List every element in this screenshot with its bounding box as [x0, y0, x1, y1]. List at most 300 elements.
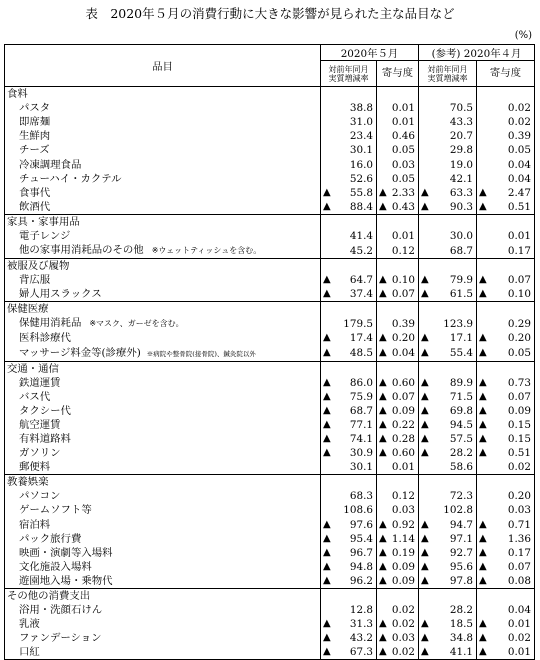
april-yoy-value: ▲ 94.7	[419, 518, 477, 532]
negative-marker: ▲	[421, 288, 429, 300]
may-yoy-value: 38.8	[321, 101, 377, 115]
item-label: 鉄道運賃	[19, 376, 61, 389]
may-contrib-value: ▲ 0.09	[377, 560, 419, 574]
table-row	[5, 574, 535, 589]
negative-marker: ▲	[421, 390, 429, 402]
april-yoy-value: 19.0	[419, 157, 477, 171]
header-april: (参考) 2020年４月	[419, 45, 535, 61]
april-yoy-value: ▲ 97.1	[419, 532, 477, 546]
april-contrib-value: ▲ 0.07	[477, 390, 535, 404]
negative-marker: ▲	[323, 632, 331, 644]
april-yoy-value: 30.0	[419, 229, 477, 243]
category-row	[5, 214, 535, 229]
negative-marker: ▲	[479, 288, 487, 300]
empty-cell	[419, 259, 477, 274]
negative-marker: ▲	[323, 390, 331, 402]
empty-cell	[321, 589, 377, 604]
item-label: チーズ	[19, 144, 50, 157]
negative-marker: ▲	[479, 404, 487, 416]
april-contrib-value: 0.01	[477, 229, 535, 243]
negative-marker: ▲	[479, 532, 487, 544]
april-yoy-value: ▲ 94.5	[419, 418, 477, 432]
negative-marker: ▲	[379, 376, 387, 388]
empty-cell	[477, 259, 535, 274]
table-row	[5, 172, 535, 186]
item-name	[5, 200, 321, 215]
april-yoy-value: ▲ 17.1	[419, 331, 477, 345]
april-yoy-value: 28.2	[419, 603, 477, 617]
item-label: パソコン	[19, 490, 61, 503]
item-label: 飲酒代	[19, 200, 51, 213]
may-yoy-value: 41.4	[321, 229, 377, 243]
april-contrib-value: ▲ 0.51	[477, 446, 535, 460]
negative-marker: ▲	[421, 200, 429, 212]
april-contrib-value: ▲ 0.07	[477, 560, 535, 574]
may-yoy-value: 179.5	[321, 316, 377, 331]
may-yoy-value: ▲ 67.3	[321, 645, 377, 660]
table-row	[5, 560, 535, 574]
item-label: 映画・演劇等入場料	[19, 546, 113, 559]
empty-cell	[477, 87, 535, 102]
item-label: 文化施設入場料	[19, 560, 92, 573]
unit-label: (%)	[514, 30, 532, 41]
may-yoy-value: ▲ 95.4	[321, 532, 377, 546]
table-row	[5, 129, 535, 143]
item-name	[5, 376, 321, 390]
negative-marker: ▲	[421, 532, 429, 544]
table-row	[5, 631, 535, 645]
april-yoy-value: 68.7	[419, 243, 477, 259]
negative-marker: ▲	[323, 288, 331, 300]
table-row	[5, 287, 535, 302]
item-label: 他の家事用消耗品のその他	[19, 244, 144, 257]
item-name	[5, 418, 321, 432]
item-name	[5, 617, 321, 631]
april-contrib-value: ▲ 0.15	[477, 418, 535, 432]
may-contrib-value: ▲ 0.28	[377, 432, 419, 446]
item-name	[5, 243, 321, 259]
item-note: ※マスク、ガーゼを含む。	[89, 319, 184, 329]
may-yoy-value: ▲ 96.7	[321, 546, 377, 560]
category-row	[5, 361, 535, 376]
empty-cell	[377, 259, 419, 274]
item-label: 遊園地入場・乗物代	[19, 574, 113, 587]
item-name	[5, 331, 321, 345]
empty-cell	[321, 361, 377, 376]
negative-marker: ▲	[479, 646, 487, 658]
april-contrib-value: ▲ 0.01	[477, 617, 535, 631]
negative-marker: ▲	[379, 404, 387, 416]
item-label: 保健用消耗品	[19, 317, 82, 330]
may-yoy-value: 16.0	[321, 157, 377, 171]
item-label: 浴用・洗顔石けん	[19, 604, 103, 617]
may-contrib-value: ▲ 0.92	[377, 518, 419, 532]
april-contrib-value: 0.02	[477, 115, 535, 129]
item-label: 婦人用スラックス	[19, 288, 102, 301]
negative-marker: ▲	[323, 560, 331, 572]
april-yoy-value: 123.9	[419, 316, 477, 331]
negative-marker: ▲	[479, 560, 487, 572]
table-row	[5, 200, 535, 215]
empty-cell	[321, 87, 377, 102]
table-row	[5, 390, 535, 404]
april-yoy-value: ▲ 61.5	[419, 287, 477, 302]
april-yoy-value: ▲ 97.8	[419, 574, 477, 589]
negative-marker: ▲	[323, 186, 331, 198]
item-name	[5, 186, 321, 200]
empty-cell	[477, 302, 535, 317]
may-yoy-value: ▲ 48.5	[321, 346, 377, 362]
negative-marker: ▲	[379, 390, 387, 402]
april-contrib-value: ▲ 2.47	[477, 186, 535, 200]
negative-marker: ▲	[379, 288, 387, 300]
negative-marker: ▲	[323, 376, 331, 388]
item-name	[5, 287, 321, 302]
negative-marker: ▲	[421, 404, 429, 416]
item-label: ゲームソフト等	[19, 504, 92, 517]
may-contrib-value: 0.05	[377, 172, 419, 186]
may-contrib-value: ▲ 0.60	[377, 446, 419, 460]
april-yoy-value: 20.7	[419, 129, 477, 143]
empty-cell	[321, 302, 377, 317]
may-contrib-value: ▲ 0.07	[377, 287, 419, 302]
may-contrib-value: 0.01	[377, 460, 419, 475]
may-yoy-value: 68.3	[321, 489, 377, 503]
april-contrib-value: ▲ 0.08	[477, 574, 535, 589]
empty-cell	[377, 361, 419, 376]
item-label: チューハイ・カクテル	[19, 172, 122, 185]
negative-marker: ▲	[323, 332, 331, 344]
may-contrib-value: 0.05	[377, 143, 419, 157]
negative-marker: ▲	[421, 447, 429, 459]
may-yoy-value: ▲ 77.1	[321, 418, 377, 432]
negative-marker: ▲	[379, 200, 387, 212]
category-row	[5, 87, 535, 102]
item-name	[5, 546, 321, 560]
table-row	[5, 273, 535, 287]
table-row	[5, 376, 535, 390]
item-name	[5, 115, 321, 129]
april-contrib-value: ▲ 0.71	[477, 518, 535, 532]
table-row	[5, 603, 535, 617]
item-label: 電子レンジ	[19, 229, 71, 242]
negative-marker: ▲	[323, 200, 331, 212]
table-row	[5, 346, 535, 362]
item-name	[5, 645, 321, 660]
april-contrib-value: ▲ 0.02	[477, 631, 535, 645]
negative-marker: ▲	[379, 518, 387, 530]
negative-marker: ▲	[379, 632, 387, 644]
april-yoy-value: ▲ 41.1	[419, 645, 477, 660]
table-row	[5, 157, 535, 171]
item-name	[5, 432, 321, 446]
negative-marker: ▲	[479, 447, 487, 459]
may-contrib-value: 0.01	[377, 229, 419, 243]
april-yoy-value: ▲ 63.3	[419, 186, 477, 200]
consumption-table	[4, 44, 535, 660]
table-row	[5, 645, 535, 660]
negative-marker: ▲	[479, 518, 487, 530]
item-name	[5, 101, 321, 115]
table-row	[5, 446, 535, 460]
empty-cell	[377, 475, 419, 490]
negative-marker: ▲	[379, 546, 387, 558]
table-row	[5, 229, 535, 243]
item-label: マッサージ料金等(診療外)	[19, 346, 141, 359]
table-row	[5, 143, 535, 157]
april-contrib-value: ▲ 1.36	[477, 532, 535, 546]
empty-cell	[321, 475, 377, 490]
table-row	[5, 316, 535, 331]
may-contrib-value: ▲ 0.09	[377, 404, 419, 418]
negative-marker: ▲	[479, 347, 487, 358]
april-contrib-value: ▲ 0.15	[477, 432, 535, 446]
negative-marker: ▲	[379, 186, 387, 198]
may-contrib-value: 0.39	[377, 316, 419, 331]
empty-cell	[477, 475, 535, 490]
table-row	[5, 432, 535, 446]
april-yoy-value: ▲ 71.5	[419, 390, 477, 404]
may-contrib-value: 0.12	[377, 489, 419, 503]
may-contrib-value: 0.02	[377, 603, 419, 617]
may-yoy-value: 12.8	[321, 603, 377, 617]
table-row	[5, 243, 535, 259]
negative-marker: ▲	[379, 447, 387, 459]
category-name: 家具・家事用品	[5, 214, 321, 229]
negative-marker: ▲	[421, 632, 429, 644]
negative-marker: ▲	[323, 532, 331, 544]
item-name	[5, 489, 321, 503]
may-yoy-value: ▲ 96.2	[321, 574, 377, 589]
april-contrib-value: ▲ 0.51	[477, 200, 535, 215]
may-contrib-value: ▲ 0.09	[377, 574, 419, 589]
may-yoy-value: ▲ 97.6	[321, 518, 377, 532]
april-yoy-value: 29.8	[419, 143, 477, 157]
may-yoy-value: 23.4	[321, 129, 377, 143]
item-label: タクシー代	[19, 404, 71, 417]
may-contrib-value: 0.03	[377, 503, 419, 517]
item-name	[5, 229, 321, 243]
item-label: 食事代	[19, 186, 51, 199]
april-contrib-value: ▲ 0.73	[477, 376, 535, 390]
empty-cell	[477, 361, 535, 376]
negative-marker: ▲	[379, 274, 387, 286]
table-body	[5, 87, 535, 660]
may-contrib-value: ▲ 0.07	[377, 390, 419, 404]
table-row	[5, 546, 535, 560]
category-name: 保健医療	[5, 302, 321, 317]
april-yoy-value: 72.3	[419, 489, 477, 503]
negative-marker: ▲	[323, 546, 331, 558]
table-row	[5, 418, 535, 432]
negative-marker: ▲	[479, 376, 487, 388]
negative-marker: ▲	[421, 518, 429, 530]
april-contrib-value: 0.03	[477, 503, 535, 517]
item-label: 郵便料	[19, 461, 51, 474]
category-row	[5, 302, 535, 317]
april-contrib-value: 0.02	[477, 460, 535, 475]
negative-marker: ▲	[479, 200, 487, 212]
item-name	[5, 518, 321, 532]
item-name	[5, 404, 321, 418]
may-contrib-value: 0.01	[377, 101, 419, 115]
negative-marker: ▲	[421, 186, 429, 198]
item-note: ※ウェットティッシュを含む。	[151, 246, 262, 256]
negative-marker: ▲	[421, 646, 429, 658]
may-yoy-value: 45.2	[321, 243, 377, 259]
april-yoy-value: 43.3	[419, 115, 477, 129]
may-contrib-value: ▲ 0.04	[377, 346, 419, 362]
april-yoy-value: 102.8	[419, 503, 477, 517]
april-contrib-value: 0.02	[477, 101, 535, 115]
item-label: 冷凍調理食品	[19, 158, 82, 171]
april-contrib-value: 0.20	[477, 489, 535, 503]
category-name: 交通・通信	[5, 361, 321, 376]
empty-cell	[321, 214, 377, 229]
item-name	[5, 273, 321, 287]
negative-marker: ▲	[479, 618, 487, 630]
may-yoy-value: 30.1	[321, 143, 377, 157]
april-yoy-value: ▲ 92.7	[419, 546, 477, 560]
negative-marker: ▲	[479, 433, 487, 445]
table-row	[5, 101, 535, 115]
april-yoy-value: 70.5	[419, 101, 477, 115]
may-yoy-value: 52.6	[321, 172, 377, 186]
may-contrib-value: ▲ 0.02	[377, 617, 419, 631]
april-yoy-value: 58.6	[419, 460, 477, 475]
header-contrib-april: 寄与度	[477, 61, 535, 87]
empty-cell	[419, 302, 477, 317]
negative-marker: ▲	[323, 274, 331, 286]
item-name	[5, 631, 321, 645]
empty-cell	[419, 361, 477, 376]
may-yoy-value: ▲ 17.4	[321, 331, 377, 345]
item-name	[5, 503, 321, 517]
april-contrib-value: ▲ 0.20	[477, 331, 535, 345]
negative-marker: ▲	[379, 347, 387, 358]
empty-cell	[377, 214, 419, 229]
april-yoy-value: ▲ 79.9	[419, 273, 477, 287]
negative-marker: ▲	[323, 618, 331, 630]
negative-marker: ▲	[379, 574, 387, 586]
item-name	[5, 603, 321, 617]
negative-marker: ▲	[379, 532, 387, 544]
item-label: ガソリン	[19, 447, 61, 460]
april-contrib-value: ▲ 0.05	[477, 346, 535, 362]
empty-cell	[377, 589, 419, 604]
item-name	[5, 446, 321, 460]
table-title: 表 2020年５月の消費行動に大きな影響が見られた主な品目など	[85, 6, 455, 21]
table-row	[5, 404, 535, 418]
negative-marker: ▲	[379, 332, 387, 344]
negative-marker: ▲	[421, 418, 429, 430]
negative-marker: ▲	[323, 574, 331, 586]
may-contrib-value: ▲ 0.03	[377, 631, 419, 645]
table-row	[5, 518, 535, 532]
april-contrib-value: 0.04	[477, 603, 535, 617]
negative-marker: ▲	[421, 376, 429, 388]
header-may: 2020年５月	[321, 45, 419, 61]
may-yoy-value: 108.6	[321, 503, 377, 517]
april-contrib-value: ▲ 0.17	[477, 546, 535, 560]
negative-marker: ▲	[421, 574, 429, 586]
may-yoy-value: ▲ 88.4	[321, 200, 377, 215]
may-yoy-value: ▲ 94.8	[321, 560, 377, 574]
may-contrib-value: 0.03	[377, 157, 419, 171]
april-yoy-value: ▲ 90.3	[419, 200, 477, 215]
april-contrib-value: 0.17	[477, 243, 535, 259]
negative-marker: ▲	[323, 433, 331, 445]
negative-marker: ▲	[421, 546, 429, 558]
item-label: パスタ	[19, 102, 51, 115]
may-yoy-value: ▲ 55.8	[321, 186, 377, 200]
item-name	[5, 129, 321, 143]
item-label: 医科診療代	[19, 332, 71, 345]
category-name: その他の消費支出	[5, 589, 321, 604]
april-contrib-value: 0.39	[477, 129, 535, 143]
april-yoy-value: ▲ 18.5	[419, 617, 477, 631]
negative-marker: ▲	[479, 274, 487, 286]
negative-marker: ▲	[479, 390, 487, 402]
empty-cell	[419, 475, 477, 490]
negative-marker: ▲	[379, 433, 387, 445]
table-row	[5, 617, 535, 631]
april-yoy-value: ▲ 34.8	[419, 631, 477, 645]
may-yoy-value: ▲ 64.7	[321, 273, 377, 287]
negative-marker: ▲	[479, 418, 487, 430]
may-contrib-value: ▲ 2.33	[377, 186, 419, 200]
table-row	[5, 186, 535, 200]
may-yoy-value: ▲ 68.7	[321, 404, 377, 418]
item-label: 即席麺	[19, 116, 51, 129]
item-note: ※病院や整骨院(接骨院)、鍼灸院以外	[146, 349, 256, 358]
april-yoy-value: ▲ 69.8	[419, 404, 477, 418]
header-item: 品目	[5, 45, 321, 87]
negative-marker: ▲	[323, 418, 331, 430]
item-label: 口紅	[19, 646, 40, 659]
april-contrib-value: ▲ 0.09	[477, 404, 535, 418]
category-row	[5, 589, 535, 604]
april-yoy-value: ▲ 89.9	[419, 376, 477, 390]
category-name: 食料	[5, 87, 321, 102]
item-name	[5, 574, 321, 589]
category-name: 教養娯楽	[5, 475, 321, 490]
may-yoy-value: ▲ 75.9	[321, 390, 377, 404]
table-row	[5, 460, 535, 475]
april-contrib-value: ▲ 0.10	[477, 287, 535, 302]
negative-marker: ▲	[379, 418, 387, 430]
may-yoy-value: ▲ 86.0	[321, 376, 377, 390]
negative-marker: ▲	[421, 560, 429, 572]
negative-marker: ▲	[323, 404, 331, 416]
may-contrib-value: 0.46	[377, 129, 419, 143]
item-name	[5, 532, 321, 546]
header-yoy-april: 対前年同月 実質増減率	[419, 61, 477, 87]
negative-marker: ▲	[379, 618, 387, 630]
table-row	[5, 503, 535, 517]
april-yoy-value: 42.1	[419, 172, 477, 186]
table-row	[5, 331, 535, 345]
may-contrib-value: ▲ 0.60	[377, 376, 419, 390]
item-label: 航空運賃	[19, 418, 61, 431]
negative-marker: ▲	[323, 518, 331, 530]
april-contrib-value: 0.05	[477, 143, 535, 157]
negative-marker: ▲	[323, 347, 331, 358]
negative-marker: ▲	[479, 186, 487, 198]
april-contrib-value: 0.29	[477, 316, 535, 331]
may-contrib-value: 0.01	[377, 115, 419, 129]
item-label: ファンデーション	[19, 632, 102, 645]
